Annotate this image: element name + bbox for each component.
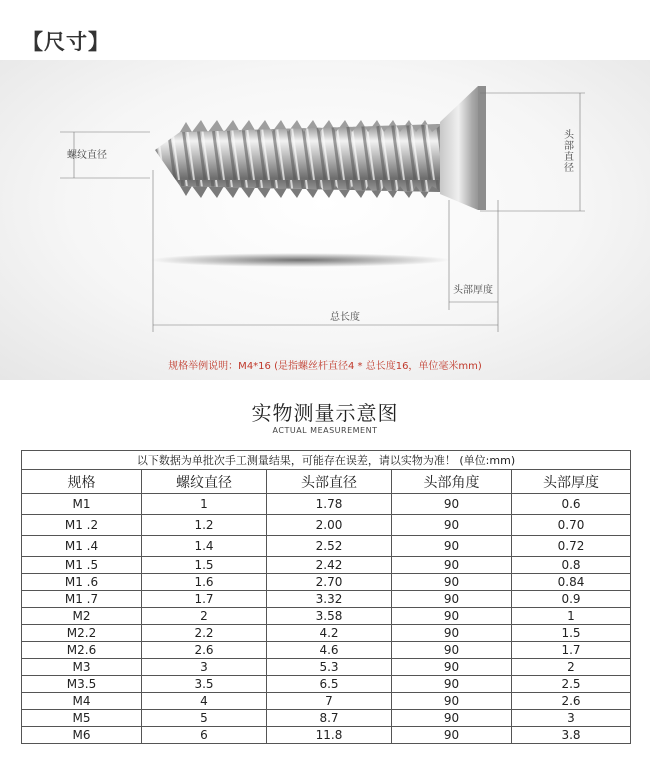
table-row bbox=[22, 676, 631, 693]
table-cell: 1.5 bbox=[142, 557, 267, 574]
table-cell: M1 .6 bbox=[22, 574, 142, 591]
table-cell: M6 bbox=[22, 727, 142, 744]
table-cell: 2 bbox=[512, 659, 631, 676]
table-row bbox=[22, 693, 631, 710]
table-cell: M4 bbox=[22, 693, 142, 710]
table-cell: 90 bbox=[392, 693, 512, 710]
table-cell: 0.6 bbox=[512, 494, 631, 515]
table-cell: M2.2 bbox=[22, 625, 142, 642]
screw-diagram bbox=[0, 60, 650, 380]
table-row bbox=[22, 574, 631, 591]
table-row bbox=[22, 557, 631, 574]
table-cell: 2 bbox=[142, 608, 267, 625]
table-cell: 2.00 bbox=[267, 515, 392, 536]
table-cell: 3.8 bbox=[512, 727, 631, 744]
table-cell: 1.2 bbox=[142, 515, 267, 536]
table-cell: M3 bbox=[22, 659, 142, 676]
table-cell: 3.32 bbox=[267, 591, 392, 608]
table-cell: 3 bbox=[142, 659, 267, 676]
header-head-angle: 头部角度 bbox=[392, 470, 512, 494]
table-cell: 11.8 bbox=[267, 727, 392, 744]
thread-diameter-label: 螺纹直径 bbox=[67, 150, 107, 161]
header-thread-diameter: 螺纹直径 bbox=[142, 470, 267, 494]
table-cell: 90 bbox=[392, 494, 512, 515]
table-row bbox=[22, 515, 631, 536]
table-cell: 1.7 bbox=[512, 642, 631, 659]
table-cell: 1.4 bbox=[142, 536, 267, 557]
table-cell: 90 bbox=[392, 727, 512, 744]
table-cell: 2.70 bbox=[267, 574, 392, 591]
table-cell: 2.42 bbox=[267, 557, 392, 574]
table-cell: 90 bbox=[392, 557, 512, 574]
table-row bbox=[22, 642, 631, 659]
table-cell: 6 bbox=[142, 727, 267, 744]
header-head-diameter: 头部直径 bbox=[267, 470, 392, 494]
table-notice: 以下数据为单批次手工测量结果，可能存在误差，请以实物为准！ (单位:mm) bbox=[22, 451, 631, 470]
table-cell: M3.5 bbox=[22, 676, 142, 693]
table-cell: M1 bbox=[22, 494, 142, 515]
table-cell: 0.70 bbox=[512, 515, 631, 536]
table-cell: 8.7 bbox=[267, 710, 392, 727]
table-row bbox=[22, 710, 631, 727]
table-cell: 90 bbox=[392, 710, 512, 727]
table-row bbox=[22, 659, 631, 676]
table-row bbox=[22, 591, 631, 608]
header-head-thickness: 头部厚度 bbox=[512, 470, 631, 494]
table-cell: 90 bbox=[392, 625, 512, 642]
table-cell: 2.5 bbox=[512, 676, 631, 693]
spec-table-body bbox=[22, 494, 631, 744]
table-cell: 1 bbox=[142, 494, 267, 515]
table-cell: 90 bbox=[392, 574, 512, 591]
head-thickness-label: 头部厚度 bbox=[453, 285, 493, 296]
table-cell: M1 .4 bbox=[22, 536, 142, 557]
table-cell: 4.6 bbox=[267, 642, 392, 659]
screw-illustration bbox=[0, 60, 650, 380]
section-title: 【尺寸】 bbox=[22, 30, 110, 54]
table-cell: 2.52 bbox=[267, 536, 392, 557]
table-cell: 0.8 bbox=[512, 557, 631, 574]
table-cell: 90 bbox=[392, 515, 512, 536]
measurement-subheading: ACTUAL MEASUREMENT bbox=[272, 426, 378, 435]
table-cell: M1 .7 bbox=[22, 591, 142, 608]
spec-table bbox=[21, 450, 631, 744]
header-spec: 规格 bbox=[22, 470, 142, 494]
table-cell: 90 bbox=[392, 608, 512, 625]
screw-shaft bbox=[155, 120, 442, 198]
table-cell: 0.72 bbox=[512, 536, 631, 557]
screw-head bbox=[440, 86, 486, 210]
measurement-heading: 实物测量示意图 bbox=[251, 401, 399, 425]
table-row bbox=[22, 727, 631, 744]
table-cell: 3.58 bbox=[267, 608, 392, 625]
table-row bbox=[22, 536, 631, 557]
table-cell: 4 bbox=[142, 693, 267, 710]
table-cell: 2.6 bbox=[142, 642, 267, 659]
table-cell: 1.6 bbox=[142, 574, 267, 591]
total-length-label: 总长度 bbox=[330, 312, 360, 323]
table-cell: M5 bbox=[22, 710, 142, 727]
table-header-row bbox=[22, 470, 631, 494]
table-row bbox=[22, 608, 631, 625]
table-cell: M1 .2 bbox=[22, 515, 142, 536]
example-note: 规格举例说明：M4*16 (是指螺丝杆直径4 * 总长度16，单位毫米mm) bbox=[168, 361, 482, 372]
table-cell: M2 bbox=[22, 608, 142, 625]
table-cell: 2.2 bbox=[142, 625, 267, 642]
table-cell: 4.2 bbox=[267, 625, 392, 642]
table-cell: M1 .5 bbox=[22, 557, 142, 574]
table-row bbox=[22, 494, 631, 515]
table-cell: 3 bbox=[512, 710, 631, 727]
table-cell: 90 bbox=[392, 676, 512, 693]
screw-shadow bbox=[150, 253, 450, 267]
table-cell: 1.7 bbox=[142, 591, 267, 608]
table-row bbox=[22, 625, 631, 642]
table-cell: M2.6 bbox=[22, 642, 142, 659]
table-cell: 7 bbox=[267, 693, 392, 710]
head-diameter-label: 头部直径 bbox=[564, 130, 574, 174]
table-cell: 90 bbox=[392, 536, 512, 557]
table-cell: 1 bbox=[512, 608, 631, 625]
table-cell: 3.5 bbox=[142, 676, 267, 693]
table-cell: 1.78 bbox=[267, 494, 392, 515]
table-cell: 5.3 bbox=[267, 659, 392, 676]
table-cell: 2.6 bbox=[512, 693, 631, 710]
table-cell: 0.84 bbox=[512, 574, 631, 591]
table-notice-row bbox=[22, 451, 631, 470]
table-cell: 0.9 bbox=[512, 591, 631, 608]
table-cell: 90 bbox=[392, 591, 512, 608]
table-cell: 90 bbox=[392, 659, 512, 676]
table-cell: 90 bbox=[392, 642, 512, 659]
table-cell: 1.5 bbox=[512, 625, 631, 642]
table-cell: 6.5 bbox=[267, 676, 392, 693]
table-cell: 5 bbox=[142, 710, 267, 727]
